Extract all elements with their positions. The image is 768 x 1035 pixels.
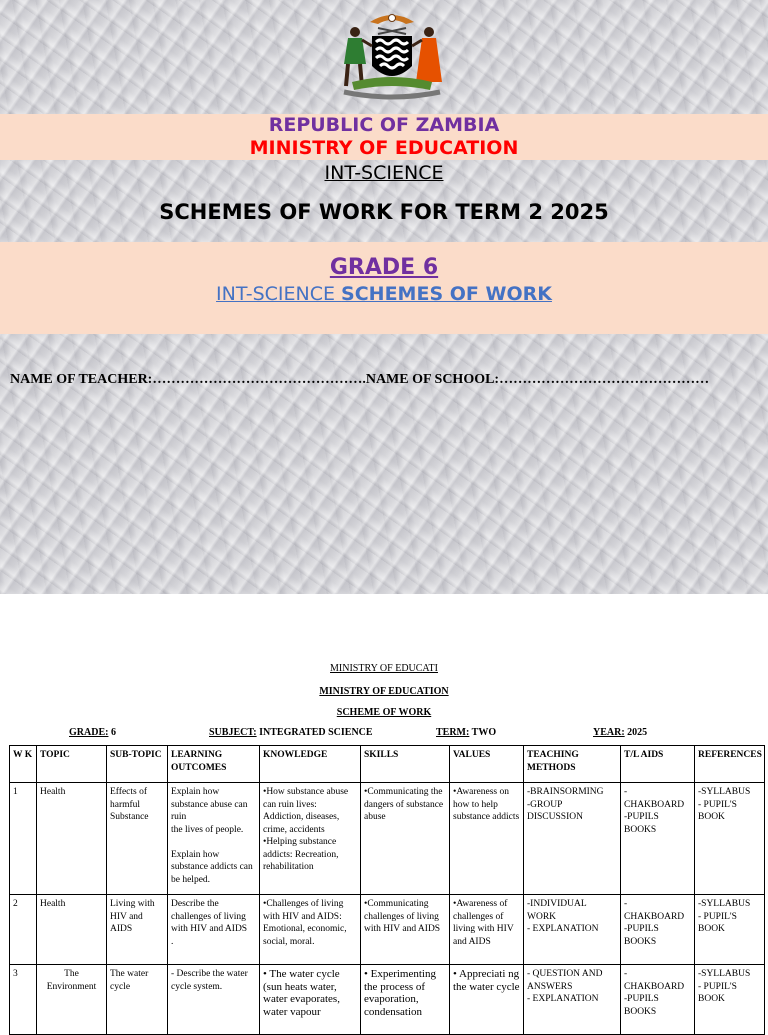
- cell-methods: [524, 895, 621, 965]
- cell-topic: Health: [37, 895, 107, 965]
- cell-skills: •Communicating the dangers of substance abuse: [361, 783, 450, 895]
- cell-line: -SYLLABUS: [698, 787, 751, 797]
- cell-line: .: [171, 936, 174, 947]
- scheme-subtitle: [0, 283, 768, 305]
- cell-line: -: [624, 899, 628, 909]
- cell-line: - EXPLANATION: [527, 994, 599, 1004]
- subtitle-subject: INT-SCIENCE: [216, 283, 342, 305]
- cell-line: •How substance abuse can ruin lives: Addiction, diseases, crime, accidents: [263, 787, 349, 835]
- cell-outcomes: [168, 783, 260, 895]
- cell-week: 3: [10, 965, 37, 1035]
- cell-line: CHAKBOARD: [624, 799, 685, 810]
- cell-knowledge: [260, 965, 361, 1035]
- cell-line: Describe the challenges of living with HIV and AIDS: [171, 899, 248, 934]
- table-row: [10, 965, 765, 1035]
- cell-subtopic: The water cycle: [107, 965, 168, 1035]
- col-references: REFERENCES: [695, 746, 765, 783]
- meta-term-value: TWO: [469, 727, 497, 738]
- doc-header-scheme: SCHEME OF WORK: [336, 707, 432, 718]
- col-knowledge: KNOWLEDGE: [260, 746, 361, 783]
- cell-line: -PUPILS BOOKS: [624, 812, 659, 835]
- cell-week: 1: [10, 783, 37, 895]
- cell-line: -INDIVIDUAL WORK: [527, 899, 587, 922]
- cell-outcomes: [168, 965, 260, 1035]
- cell-aids: [621, 783, 695, 895]
- meta-subject-key: SUBJECT:: [209, 727, 257, 738]
- doc-header-ministry-truncated: MINISTRY OF EDUCATI: [330, 663, 438, 674]
- cell-line: -: [624, 969, 628, 979]
- cell-aids: [621, 895, 695, 965]
- cell-line: - Describe the water cycle system.: [171, 969, 248, 992]
- republic-heading: REPUBLIC OF ZAMBIA: [268, 114, 500, 136]
- cell-references: [695, 783, 765, 895]
- doc-header-ministry: MINISTRY OF EDUCATION: [319, 686, 449, 697]
- ministry-heading: MINISTRY OF EDUCATION: [249, 137, 519, 159]
- cell-line: - QUESTION AND ANSWERS: [527, 969, 603, 992]
- col-subtopic: SUB-TOPIC: [107, 746, 168, 783]
- cell-line: - PUPIL'S BOOK: [698, 911, 737, 934]
- cell-topic: Health: [37, 783, 107, 895]
- cell-methods: [524, 783, 621, 895]
- cell-line: - EXPLANATION: [527, 924, 599, 934]
- cell-line: •Helping substance addicts: Recreation, rehabilitation: [263, 837, 339, 872]
- cell-subtopic: Living with HIV and AIDS: [107, 895, 168, 965]
- cell-methods: [524, 965, 621, 1035]
- cell-values: •Awareness of challenges of living with HIV and AIDS: [450, 895, 524, 965]
- cell-line: -PUPILS BOOKS: [624, 924, 659, 947]
- cell-values: •Awareness on how to help substance addicts: [450, 783, 524, 895]
- cell-line: -SYLLABUS: [698, 899, 751, 909]
- meta-year: [593, 727, 647, 738]
- cell-line: the lives of people.: [171, 824, 244, 835]
- cell-line: -GROUP DISCUSSION: [527, 799, 583, 822]
- cell-line: Explain how substance abuse can ruin: [171, 787, 248, 822]
- meta-subject: [209, 727, 373, 738]
- cell-week: 2: [10, 895, 37, 965]
- cell-line: - PUPIL'S BOOK: [698, 981, 737, 1004]
- grade-heading: GRADE 6: [329, 255, 439, 280]
- meta-year-value: 2025: [624, 727, 648, 738]
- scheme-of-work-table: [9, 745, 765, 1035]
- cell-aids: [621, 965, 695, 1035]
- col-week: W K: [10, 746, 37, 783]
- meta-term-key: TERM:: [436, 727, 470, 738]
- cell-references: [695, 895, 765, 965]
- scheme-title: SCHEMES OF WORK FOR TERM 2 2025: [159, 200, 609, 224]
- cell-line: •Challenges of living with HIV and AIDS: Emotional, economic, social, moral.: [263, 899, 347, 947]
- cell-line: - PUPIL'S BOOK: [698, 799, 737, 822]
- cell-line: • The water cycle (sun heats water, water evaporates, water vapour: [263, 968, 340, 1018]
- cell-line: -PUPILS BOOKS: [624, 994, 659, 1017]
- col-tl-aids: T/L AIDS: [621, 746, 695, 783]
- meta-grade-key: GRADE:: [69, 727, 109, 738]
- subject-heading: INT-SCIENCE: [324, 162, 444, 184]
- meta-subject-value: INTEGRATED SCIENCE: [256, 727, 373, 738]
- cell-knowledge: [260, 895, 361, 965]
- cell-line: -SYLLABUS: [698, 969, 751, 979]
- subtitle-scheme: SCHEMES OF WORK: [341, 283, 552, 305]
- cell-skills: •Communicating challenges of living with HIV and AIDS: [361, 895, 450, 965]
- meta-grade-value: 6: [108, 727, 116, 738]
- cell-line: CHAKBOARD: [624, 981, 685, 992]
- teacher-school-line: NAME OF TEACHER:……………………………………….NAME OF SCHOOL:………………………………………: [10, 372, 710, 387]
- cell-outcomes: [168, 895, 260, 965]
- col-skills: SKILLS: [361, 746, 450, 783]
- table-row: [10, 895, 765, 965]
- cell-line: CHAKBOARD: [624, 911, 685, 922]
- table-row: [10, 783, 765, 895]
- cell-topic: The Environment: [37, 965, 107, 1035]
- meta-term: [436, 727, 496, 738]
- col-learning-outcomes: LEARNING OUTCOMES: [168, 746, 260, 783]
- cell-line: Explain how substance addicts can be helped.: [171, 849, 253, 885]
- cell-references: [695, 965, 765, 1035]
- cell-line: -: [624, 787, 628, 797]
- table-header-row: [10, 746, 765, 783]
- col-values: VALUES: [450, 746, 524, 783]
- col-topic: TOPIC: [37, 746, 107, 783]
- zambia-coat-of-arms-icon: [330, 8, 454, 100]
- cell-skills: • Experimenting the process of evaporation, condensation: [361, 965, 450, 1035]
- cell-subtopic: Effects of harmful Substance: [107, 783, 168, 895]
- cell-line: -BRAINSORMING: [527, 787, 604, 797]
- meta-year-key: YEAR:: [593, 727, 625, 738]
- cell-values: • Appreciati ng the water cycle: [450, 965, 524, 1035]
- col-teaching-methods: TEACHING METHODS: [524, 746, 621, 783]
- cell-line: [171, 836, 256, 849]
- cell-knowledge: [260, 783, 361, 895]
- meta-grade: [69, 727, 116, 738]
